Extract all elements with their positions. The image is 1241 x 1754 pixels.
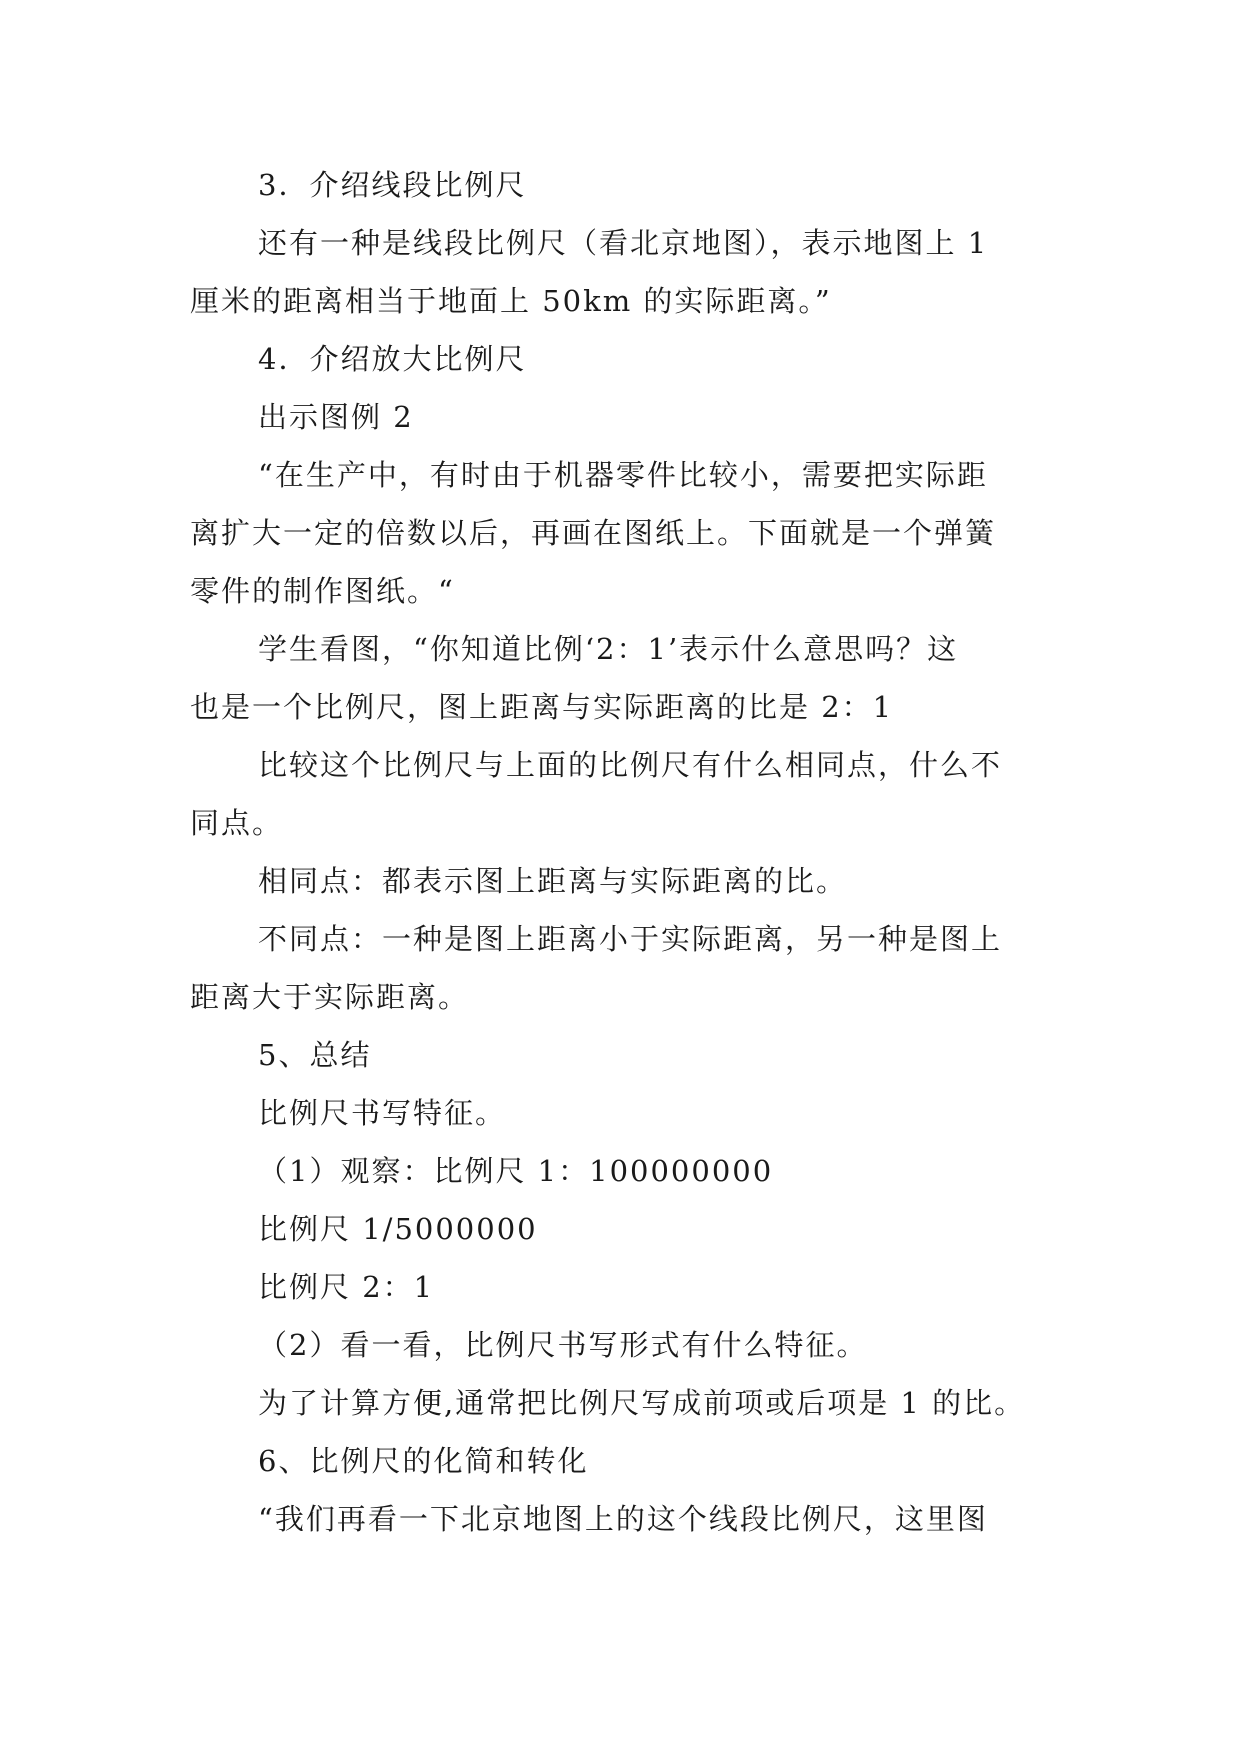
paragraph-line: “我们再看一下北京地图上的这个线段比例尺，这里图 — [258, 1502, 988, 1536]
paragraph-line: 还有一种是线段比例尺（看北京地图），表示地图上 1 — [258, 226, 989, 260]
paragraph-line: “在生产中，有时由于机器零件比较小，需要把实际距 — [258, 458, 988, 492]
paragraph-line: 也是一个比例尺，图上距离与实际距离的比是 2：1 — [190, 690, 894, 724]
paragraph-line: 相同点：都表示图上距离与实际距离的比。 — [258, 864, 848, 898]
paragraph-line: 距离大于实际距离。 — [190, 980, 470, 1014]
paragraph-line: 零件的制作图纸。“ — [190, 574, 455, 608]
paragraph-line: （2）看一看，比例尺书写形式有什么特征。 — [258, 1328, 868, 1362]
paragraph-line: 厘米的距离相当于地面上 50km 的实际距离。” — [190, 284, 832, 318]
paragraph-line: 不同点：一种是图上距离小于实际距离，另一种是图上 — [258, 922, 1003, 956]
section-heading-3: 3．介绍线段比例尺 — [258, 168, 527, 202]
paragraph-line: （1）观察：比例尺 1：100000000 — [258, 1154, 774, 1188]
section-heading-4: 4．介绍放大比例尺 — [258, 342, 527, 376]
paragraph-line: 离扩大一定的倍数以后，再画在图纸上。下面就是一个弹簧 — [190, 516, 997, 550]
section-heading-5: 5、总结 — [258, 1038, 372, 1072]
paragraph-line: 比较这个比例尺与上面的比例尺有什么相同点，什么不 — [258, 748, 1003, 782]
paragraph-line: 同点。 — [190, 806, 284, 840]
paragraph-line: 为了计算方便,通常把比例尺写成前项或后项是 1 的比。 — [258, 1386, 1026, 1420]
paragraph-line: 学生看图，“你知道比例‘2：1’表示什么意思吗？这 — [258, 632, 959, 666]
paragraph-line: 比例尺 1/5000000 — [258, 1212, 538, 1246]
paragraph-line: 比例尺 2：1 — [258, 1270, 435, 1304]
paragraph-line: 比例尺书写特征。 — [258, 1096, 507, 1130]
section-heading-6: 6、比例尺的化简和转化 — [258, 1444, 589, 1478]
paragraph-line: 出示图例 2 — [258, 400, 414, 434]
